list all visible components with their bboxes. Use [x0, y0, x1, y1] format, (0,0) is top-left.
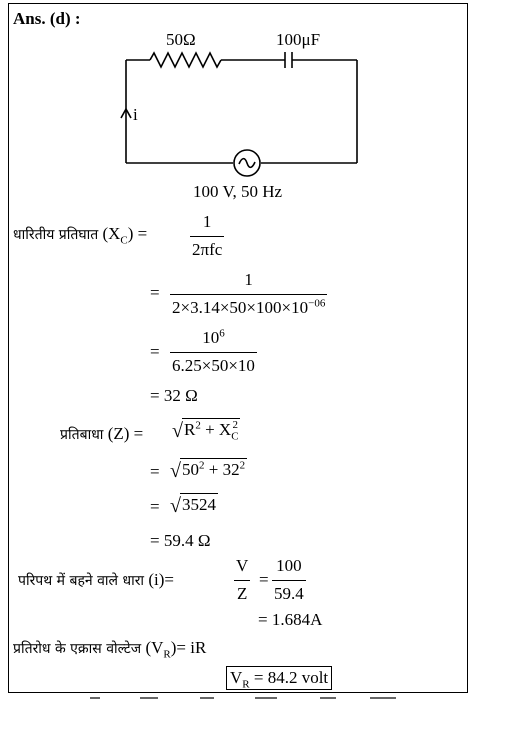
z-label-symbol: (Z) =	[107, 424, 144, 443]
current-f-numerator: V	[236, 556, 249, 575]
fraction-bar	[190, 236, 224, 237]
z-r1-R-exp: 2	[195, 419, 201, 432]
sqrt-icon: √	[170, 460, 181, 482]
z-root-2	[170, 458, 247, 481]
resistor-symbol	[150, 53, 221, 67]
z-label-hindi: प्रतिबाधा	[60, 427, 104, 443]
xc-result: = 32 Ω	[150, 386, 198, 405]
source-label: 100 V, 50 Hz	[193, 182, 283, 201]
z-r2-b-exp: 2	[239, 459, 246, 472]
sqrt-icon: √	[172, 420, 183, 442]
z-radicand-3: 3524	[181, 495, 216, 514]
xc-f2-numerator: 1	[244, 270, 253, 289]
z-root-1	[172, 418, 240, 441]
xc-fraction-2	[170, 270, 327, 318]
voltage-label-symbol: (V	[145, 638, 164, 657]
current-fraction-2	[272, 556, 306, 604]
resistor-label: 50Ω	[166, 30, 196, 49]
xc-eq-2: =	[150, 283, 160, 302]
answer-label: Ans. (d) :	[13, 9, 81, 28]
xc-label	[13, 224, 147, 245]
cutoff-text-remnant	[70, 697, 430, 703]
z-root-3	[170, 493, 218, 516]
xc-f3-num-exp: 6	[219, 327, 225, 340]
z-radicand-2	[180, 458, 247, 480]
z-r1-X-sub: C	[231, 430, 239, 443]
xc-label-symbol: (X	[102, 224, 121, 243]
xc-f2-den-main: 2×3.14×50×100×10	[172, 298, 309, 317]
current-f-denominator: Z	[236, 584, 248, 603]
sqrt-icon: √	[170, 495, 181, 517]
circuit-diagram	[0, 0, 513, 180]
xc-f3-num-main: 10	[202, 328, 220, 347]
current-label-hindi: परिपथ में बहने वाले धारा	[18, 573, 145, 589]
current-label-symbol: (i)=	[148, 570, 174, 589]
ac-wave-icon	[239, 159, 255, 168]
xc-fraction-3	[170, 328, 257, 376]
z-r1-plus: + X	[200, 420, 232, 439]
current-result: = 1.684A	[258, 610, 323, 629]
xc-f1-numerator: 1	[202, 212, 212, 231]
xc-label-hindi: धारितीय प्रतिघात	[13, 227, 99, 243]
xc-eq-3: =	[150, 342, 160, 361]
current-label: i	[133, 105, 138, 124]
current-g-numerator: 100	[276, 556, 302, 575]
current-g-denominator: 59.4	[274, 584, 304, 603]
xc-label-end: ) =	[127, 224, 148, 243]
voltage-label-end: )= iR	[170, 638, 207, 657]
z-r2-plus: + 32	[204, 460, 240, 479]
capacitor-label: 100μF	[276, 30, 321, 49]
current-label-line	[18, 570, 174, 591]
fraction-bar	[272, 580, 306, 581]
z-r2-a-exp: 2	[198, 459, 205, 472]
xc-label-sub: C	[120, 234, 128, 247]
fraction-bar	[234, 580, 250, 581]
xc-f2-denominator	[170, 298, 327, 318]
z-eq-2: =	[150, 462, 160, 481]
xc-f3-denominator: 6.25×50×10	[172, 356, 255, 375]
fraction-bar	[170, 352, 257, 353]
final-answer-value: = 84.2 volt	[249, 668, 329, 687]
final-answer-V: V	[230, 668, 243, 687]
z-radicand-1	[182, 418, 240, 443]
z-r1-X-exp: 2	[232, 419, 239, 432]
z-r2-a: 50	[181, 460, 199, 479]
final-answer-sub: R	[242, 678, 250, 691]
xc-f2-den-exp: −06	[308, 297, 326, 310]
xc-f3-numerator	[200, 328, 227, 348]
z-result: = 59.4 Ω	[150, 531, 211, 550]
xc-f1-denominator: 2πfc	[192, 240, 223, 259]
final-answer-box	[226, 666, 332, 690]
voltage-label-hindi: प्रतिरोध के एक्रास वोल्टेज	[13, 641, 142, 657]
current-eq: =	[259, 570, 269, 589]
z-eq-3: =	[150, 497, 160, 516]
current-fraction-1	[234, 556, 250, 604]
voltage-label-sub: R	[163, 648, 171, 661]
voltage-label-line	[13, 638, 206, 659]
xc-fraction-1	[190, 212, 224, 260]
z-label	[60, 424, 143, 445]
fraction-bar	[170, 294, 327, 295]
z-r1-R: R	[183, 420, 196, 439]
